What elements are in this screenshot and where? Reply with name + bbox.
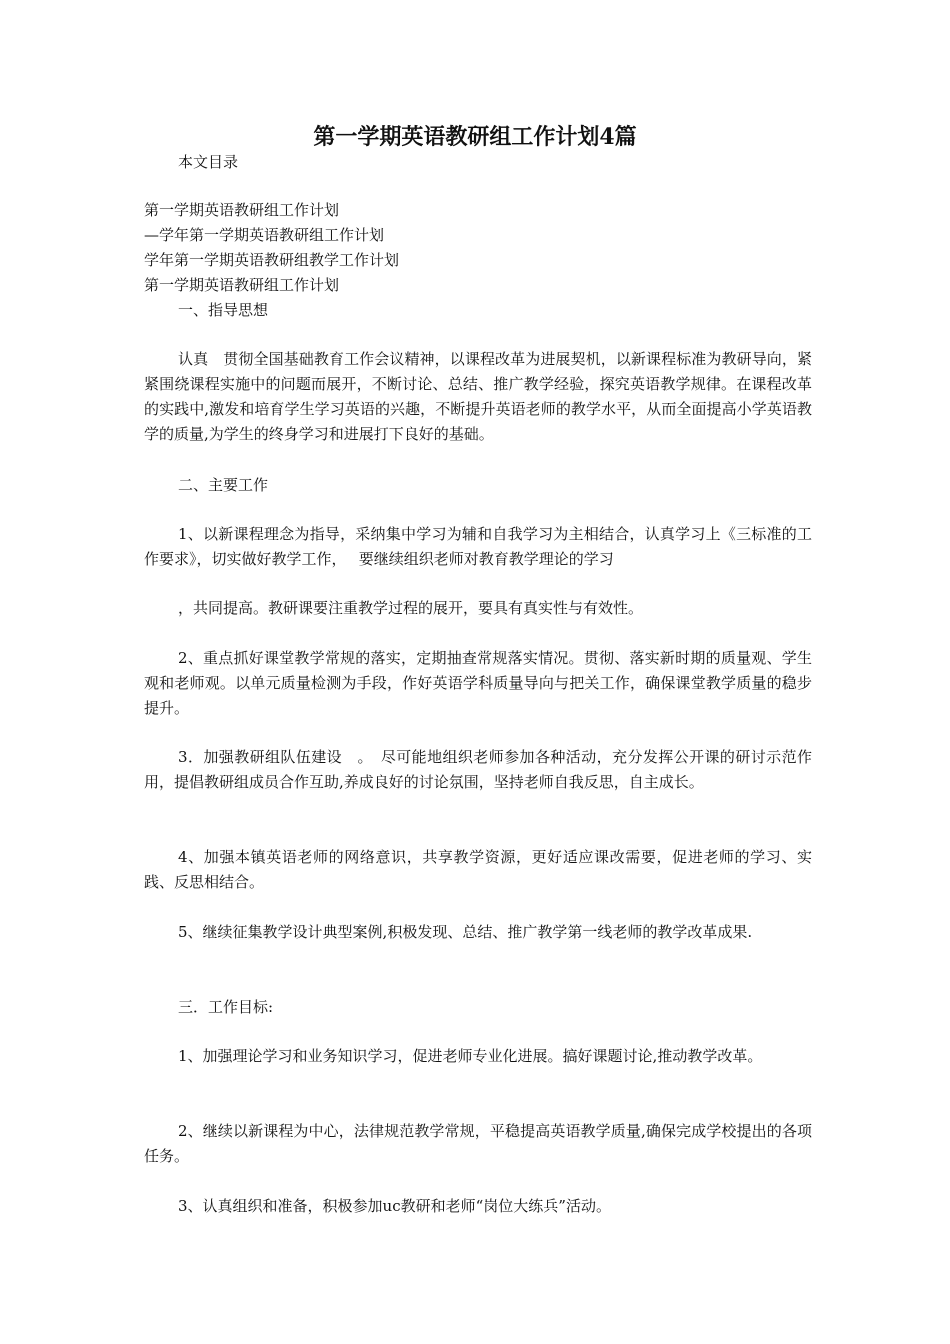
paragraph-guiding-thought: 认真 贯彻全国基础教育工作会议精神，以课程改革为进展契机，以新课程标准为教研导向，紧紧围绕课程实施中的问题而展开，不断讨论、总结、推广教学经验，探究英语教学规律。在课程改革的实践中,激发和培育学生学习英语的兴趣，不断提升英语老师的教学水平，从而全面提高小学英语教学的质量,为学生的终身学习和进展打下良好的基础。 [144,350,812,443]
table-of-contents [144,198,399,298]
paragraph-main-work-5: 5、继续征集教学设计典型案例,积极发现、总结、推广教学第一线老师的教学改革成果. [178,923,753,941]
section-heading-guiding-thought: 一、指导思想 [178,301,269,319]
paragraph-main-work-3: 3．加强教研组队伍建设 。 尽可能地组织老师参加各种活动，充分发挥公开课的研讨示范作用，提倡教研组成员合作互助,养成良好的讨论氛围，坚持老师自我反思，自主成长。 [144,748,812,791]
paragraph-main-work-1: 1、以新课程理念为指导，采纳集中学习为辅和自我学习为主相结合，认真学习上《三标准的工作要求》，切实做好教学工作， 要继续组织老师对教育教学理论的学习 [144,525,812,568]
toc-item[interactable]: 学年第一学期英语教研组教学工作计划 [144,251,400,269]
paragraph-main-work-4: 4、加强本镇英语老师的网络意识，共享教学资源，更好适应课改需要，促进老师的学习、实践、反思相结合。 [144,848,812,891]
paragraph-work-goal-1: 1、加强理论学习和业务知识学习，促进老师专业化进展。搞好课题讨论,推动教学改革。 [178,1047,763,1065]
toc-item[interactable]: —学年第一学期英语教研组工作计划 [144,226,385,244]
toc-item[interactable]: 第一学期英语教研组工作计划 [144,201,340,219]
document-title: 第一学期英语教研组工作计划4篇 [313,124,637,150]
paragraph-main-work-2: 2、重点抓好课堂教学常规的落实，定期抽查常规落实情况。贯彻、落实新时期的质量观、学生观和老师观。以单元质量检测为手段，作好英语学科质量导向与把关工作，确保课堂教学质量的稳步提升。 [144,649,812,717]
paragraph-main-work-1-continued: ，共同提高。教研课要注重教学过程的展开，要具有真实性与有效性。 [178,599,644,617]
section-heading-main-work: 二、主要工作 [178,476,269,494]
toc-item[interactable]: 第一学期英语教研组工作计划 [144,276,340,294]
paragraph-work-goal-2: 2、继续以新课程为中心，法律规范教学常规，平稳提高英语教学质量,确保完成学校提出的各项任务。 [144,1122,812,1165]
paragraph-work-goal-3: 3、认真组织和准备，积极参加uc教研和老师“岗位大练兵”活动。 [178,1197,611,1215]
toc-heading: 本文目录 [178,153,239,171]
section-heading-work-goals: 三．工作目标: [178,998,274,1016]
